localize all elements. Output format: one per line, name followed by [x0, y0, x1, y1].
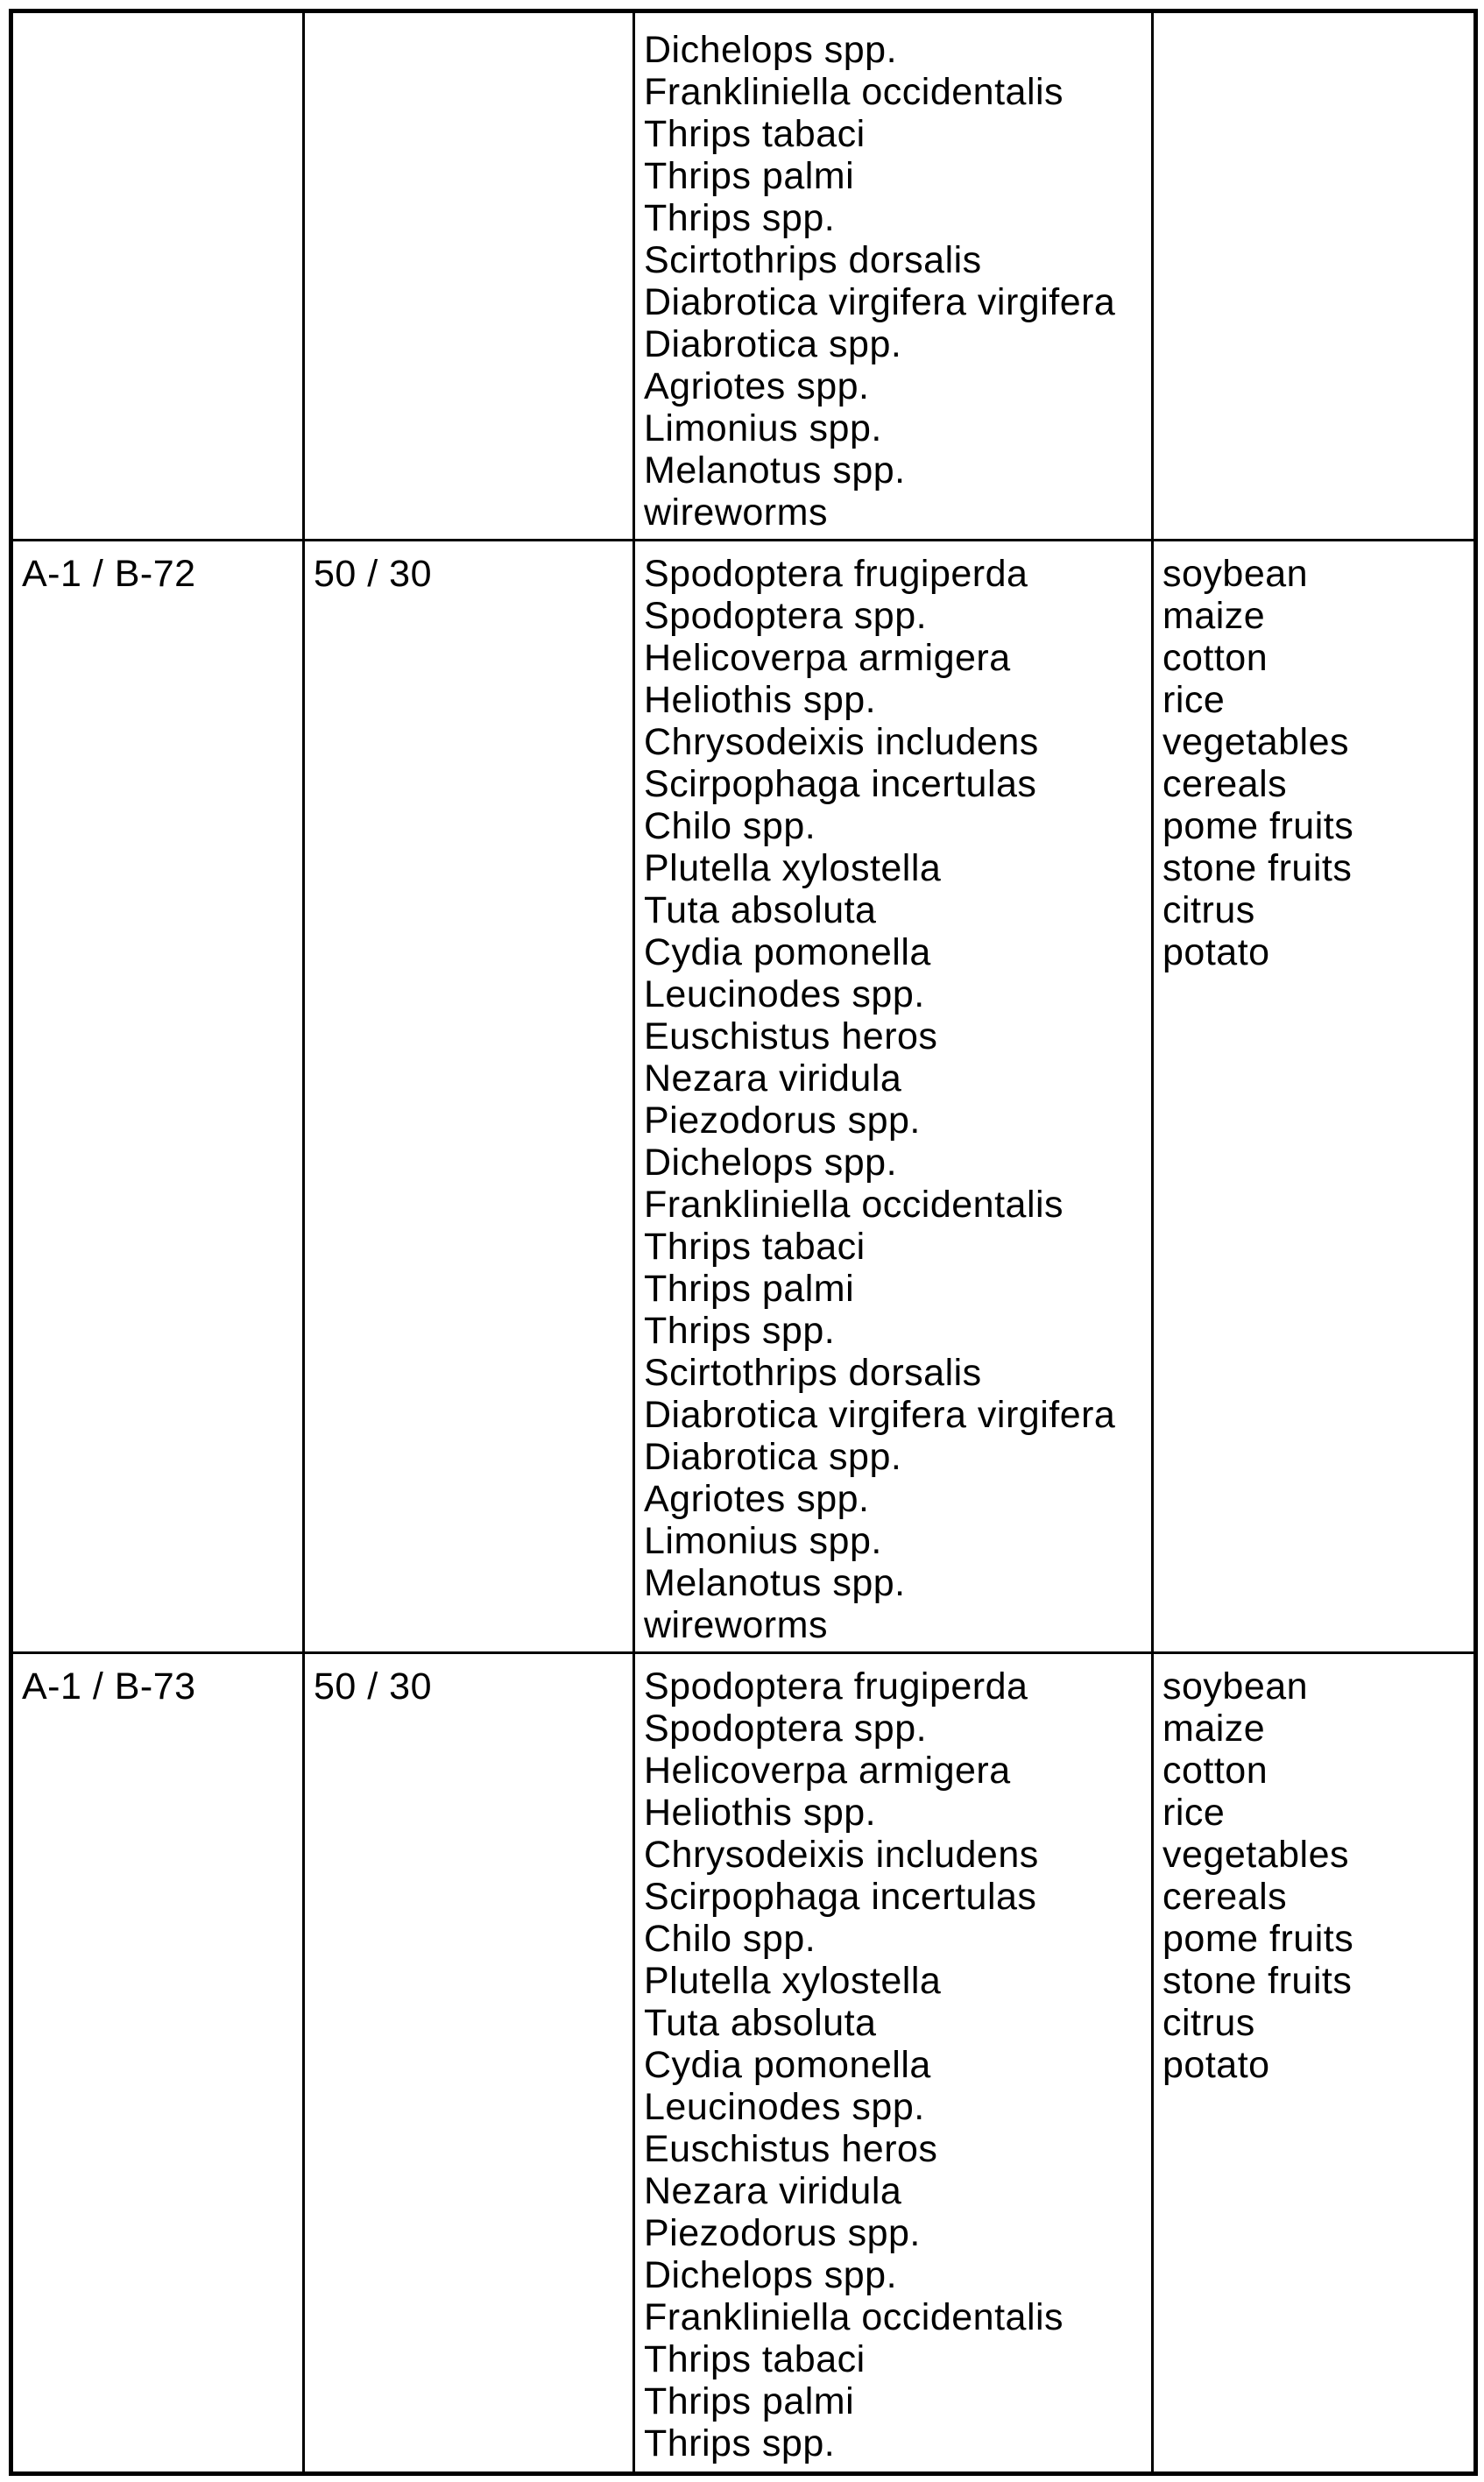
table-row — [11, 1653, 1476, 2474]
table-row — [11, 11, 1476, 541]
pest-spectrum-table — [9, 9, 1478, 2476]
species-list-cell: Spodoptera frugiperda Spodoptera spp. Helicoverpa armigera Heliothis spp. Chrysodeixis includens Scirpophaga incertulas Chilo spp. Plutella xylostella Tuta absoluta Cydia pomonella Leucinodes spp. Euschistus heros Nezara viridula Piezodorus spp. Dichelops spp. Frankliniella occidentalis Thrips tabaci Thrips palmi Thrips spp. Scirtothrips dorsalis Diabrotica virgifera virgifera Diabrotica spp. Agriotes spp. Limonius spp. Melanotus spp. wireworms — [634, 541, 1153, 1653]
crops-list-cell: soybean maize cotton rice vegetables cereals pome fruits stone fruits citrus potato — [1153, 541, 1476, 1653]
rate-cell: 50 / 30 — [304, 541, 634, 1653]
sample-id-cell: A-1 / B-72 — [11, 541, 304, 1653]
table-row — [11, 541, 1476, 1653]
crops-list-cell: soybean maize cotton rice vegetables cereals pome fruits stone fruits citrus potato — [1153, 1653, 1476, 2474]
crops-list-cell — [1153, 11, 1476, 541]
species-list-cell: Spodoptera frugiperda Spodoptera spp. Helicoverpa armigera Heliothis spp. Chrysodeixis includens Scirpophaga incertulas Chilo spp. Plutella xylostella Tuta absoluta Cydia pomonella Leucinodes spp. Euschistus heros Nezara viridula Piezodorus spp. Dichelops spp. Frankliniella occidentalis Thrips tabaci Thrips palmi Thrips spp. — [634, 1653, 1153, 2474]
rate-cell: 50 / 30 — [304, 1653, 634, 2474]
sample-id-cell — [11, 11, 304, 541]
species-list-cell: Dichelops spp. Frankliniella occidentalis Thrips tabaci Thrips palmi Thrips spp. Scirtothrips dorsalis Diabrotica virgifera virgifera Diabrotica spp. Agriotes spp. Limonius spp. Melanotus spp. wireworms — [634, 11, 1153, 541]
rate-cell — [304, 11, 634, 541]
sample-id-cell: A-1 / B-73 — [11, 1653, 304, 2474]
